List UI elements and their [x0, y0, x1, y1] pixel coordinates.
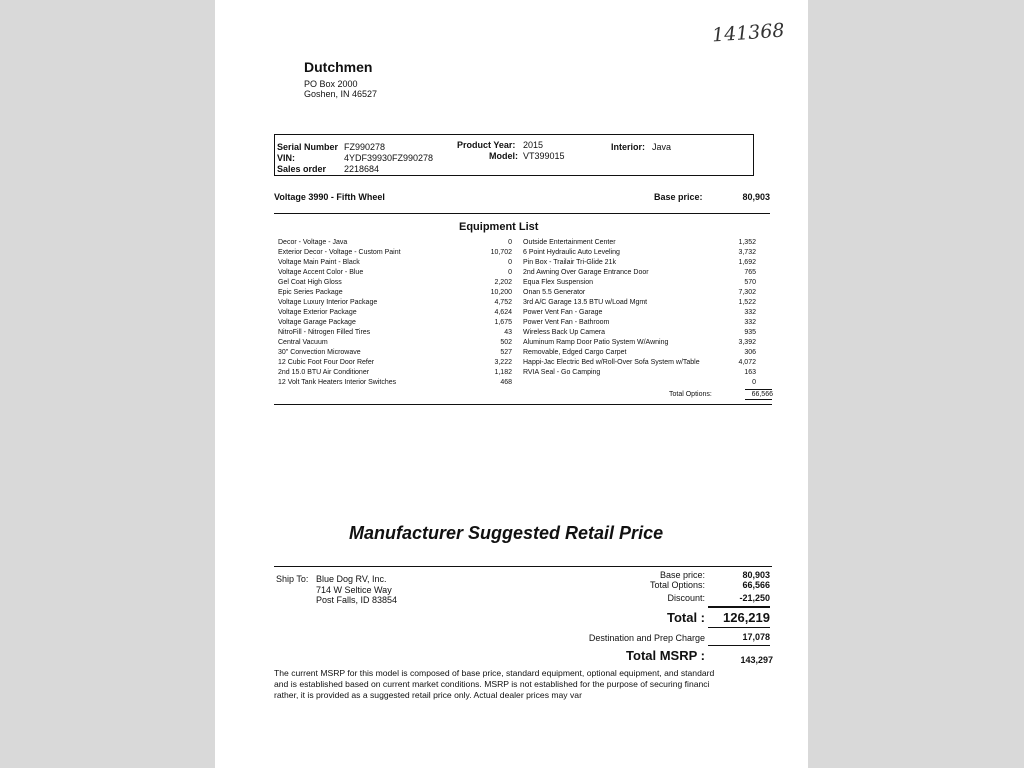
- equipment-item-name: RVIA Seal - Go Camping: [523, 369, 601, 376]
- serial-value: FZ990278: [344, 142, 386, 152]
- disclaimer-line-2: and is established based on current market conditions. MSRP is not established for the purpose of securing financi: [274, 679, 710, 689]
- equipment-item-price: 468: [500, 379, 512, 386]
- equipment-item-name: 30" Convection Microwave: [278, 349, 361, 356]
- equipment-item-name: Removable, Edged Cargo Carpet: [523, 349, 627, 356]
- divider: [274, 566, 772, 567]
- equipment-item-price: 3,732: [738, 249, 756, 256]
- company-name: Dutchmen: [304, 59, 373, 75]
- equipment-item-price: 332: [744, 309, 756, 316]
- equipment-item-name: Exterior Decor - Voltage - Custom Paint: [278, 249, 401, 256]
- handwritten-note: 141368: [711, 19, 786, 47]
- ship-to-city: Post Falls, ID 83854: [316, 595, 398, 605]
- equipment-item-price: 43: [504, 329, 512, 336]
- equipment-item-name: NitroFill - Nitrogen Filled Tires: [278, 329, 371, 336]
- msrp-base-price-value: 80,903: [742, 570, 770, 580]
- ship-to-name: Blue Dog RV, Inc.: [316, 574, 387, 584]
- equipment-item-name: Equa Flex Suspension: [523, 279, 594, 286]
- equipment-item-price: 3,392: [738, 339, 756, 346]
- equipment-item-name: Wireless Back Up Camera: [523, 329, 606, 336]
- serial-label: Serial Number: [277, 142, 339, 152]
- equipment-item-price: 1,675: [494, 319, 512, 326]
- equipment-title: Equipment List: [459, 221, 539, 233]
- equipment-item-name: Decor - Voltage - Java: [278, 239, 348, 246]
- model-label: Model:: [489, 151, 518, 161]
- subtotal-rule: [745, 399, 772, 400]
- discount-label: Discount:: [667, 593, 705, 603]
- equipment-item-name: Onan 5.5 Generator: [523, 289, 586, 296]
- document-page: [215, 0, 808, 768]
- sales-order-label: Sales order: [277, 164, 327, 174]
- equipment-item-name: Voltage Main Paint - Black: [278, 259, 360, 266]
- equipment-item-price: 10,200: [490, 289, 512, 296]
- equipment-item-price: 3,222: [494, 359, 512, 366]
- ship-to-street: 714 W Seltice Way: [316, 585, 392, 595]
- divider: [274, 213, 770, 214]
- equipment-item-price: 10,702: [490, 249, 512, 256]
- destination-value: 17,078: [742, 632, 770, 642]
- vin-label: VIN:: [277, 153, 295, 163]
- equipment-item-price: 0: [508, 259, 512, 266]
- equipment-item-price: 0: [508, 269, 512, 276]
- total-label: Total :: [666, 610, 705, 625]
- msrp-total-options-label: Total Options:: [649, 580, 705, 590]
- destination-label: Destination and Prep Charge: [588, 633, 705, 643]
- sum-rule: [708, 645, 770, 646]
- equipment-item-name: Voltage Garage Package: [278, 319, 356, 326]
- equipment-item-price: 4,752: [494, 299, 512, 306]
- equipment-item-name: Epic Series Package: [278, 289, 343, 296]
- sum-rule: [708, 627, 770, 628]
- interior-label: Interior:: [611, 142, 646, 152]
- equipment-item-price: 1,352: [738, 239, 756, 246]
- interior-value: Java: [652, 142, 672, 152]
- equipment-item-name: Power Vent Fan - Bathroom: [523, 319, 610, 326]
- equipment-item-price: 7,302: [738, 289, 756, 296]
- subtotal-rule: [745, 389, 772, 390]
- equipment-item-name: 12 Volt Tank Heaters Interior Switches: [278, 379, 397, 386]
- equipment-item-price: 4,624: [494, 309, 512, 316]
- msrp-base-price-label: Base price:: [659, 570, 705, 580]
- equipment-item-price: 0: [508, 239, 512, 246]
- equipment-item-name: Gel Coat High Gloss: [278, 279, 342, 286]
- equipment-item-name: Happi-Jac Electric Bed w/Roll-Over Sofa System w/Table: [523, 359, 700, 366]
- ship-to-label: Ship To:: [276, 574, 309, 584]
- equipment-item-price: 163: [744, 369, 756, 376]
- unit-info-box: [274, 134, 754, 176]
- unit-base-price-label: Base price:: [654, 192, 703, 202]
- equipment-item-name: Central Vacuum: [278, 339, 328, 346]
- equipment-item-price: 527: [500, 349, 512, 356]
- equipment-item-name: 3rd A/C Garage 13.5 BTU w/Load Mgmt: [523, 299, 648, 306]
- equipment-item-price: 1,522: [738, 299, 756, 306]
- equipment-item-name: Voltage Exterior Package: [278, 309, 357, 316]
- equipment-item-price: 570: [744, 279, 756, 286]
- total-options-value: 66,566: [751, 391, 773, 398]
- msrp-title: Manufacturer Suggested Retail Price: [349, 523, 664, 543]
- disclaimer-line-1: The current MSRP for this model is composed of base price, standard equipment, optional equipment, and standard: [274, 668, 715, 678]
- vin-value: 4YDF39930FZ990278: [344, 153, 434, 163]
- equipment-item-name: Voltage Luxury Interior Package: [278, 299, 378, 306]
- equipment-item-price: 332: [744, 319, 756, 326]
- equipment-item-price: 765: [744, 269, 756, 276]
- sum-rule: [708, 606, 770, 608]
- total-value: 126,219: [723, 610, 770, 625]
- equipment-item-name: 6 Point Hydraulic Auto Leveling: [523, 249, 620, 256]
- equipment-item-price: 1,692: [738, 259, 756, 266]
- equipment-item-name: Power Vent Fan - Garage: [523, 309, 603, 316]
- equipment-item-price: 306: [744, 349, 756, 356]
- equipment-item-name: 2nd 15.0 BTU Air Conditioner: [278, 369, 370, 376]
- equipment-item-name: 12 Cubic Foot Four Door Refer: [278, 359, 375, 366]
- equipment-item-price: 935: [744, 329, 756, 336]
- discount-value: -21,250: [739, 593, 770, 603]
- total-options-label: Total Options:: [669, 391, 712, 398]
- address-line-1: PO Box 2000: [304, 79, 358, 89]
- msrp-total-options-value: 66,566: [742, 580, 770, 590]
- product-year-value: 2015: [523, 140, 544, 150]
- equipment-item-name: 2nd Awning Over Garage Entrance Door: [523, 269, 649, 276]
- equipment-item-name: Voltage Accent Color - Blue: [278, 269, 364, 276]
- equipment-item-name: Pin Box - Trailair Tri-Glide 21k: [523, 259, 616, 266]
- product-year-label: Product Year:: [457, 140, 516, 150]
- equipment-item-price: 2,202: [494, 279, 512, 286]
- total-msrp-label: Total MSRP :: [626, 648, 705, 663]
- unit-base-price-value: 80,903: [742, 192, 770, 202]
- equipment-item-price: 502: [500, 339, 512, 346]
- equipment-item-name: Aluminum Ramp Door Patio System W/Awning: [523, 339, 669, 346]
- disclaimer-line-3: rather, it is provided as a suggested retail price only. Actual dealer prices may var: [274, 690, 582, 700]
- equipment-item-name: Outside Entertainment Center: [523, 239, 616, 246]
- divider: [274, 404, 772, 405]
- sales-order-value: 2218684: [344, 164, 380, 174]
- equipment-item-price: 4,072: [738, 359, 756, 366]
- unit-name: Voltage 3990 - Fifth Wheel: [274, 192, 385, 202]
- address-line-2: Goshen, IN 46527: [304, 89, 378, 99]
- total-msrp-value: 143,297: [740, 655, 773, 665]
- model-value: VT399015: [523, 151, 565, 161]
- equipment-item-price: 1,182: [494, 369, 512, 376]
- equipment-item-price: 0: [752, 379, 756, 386]
